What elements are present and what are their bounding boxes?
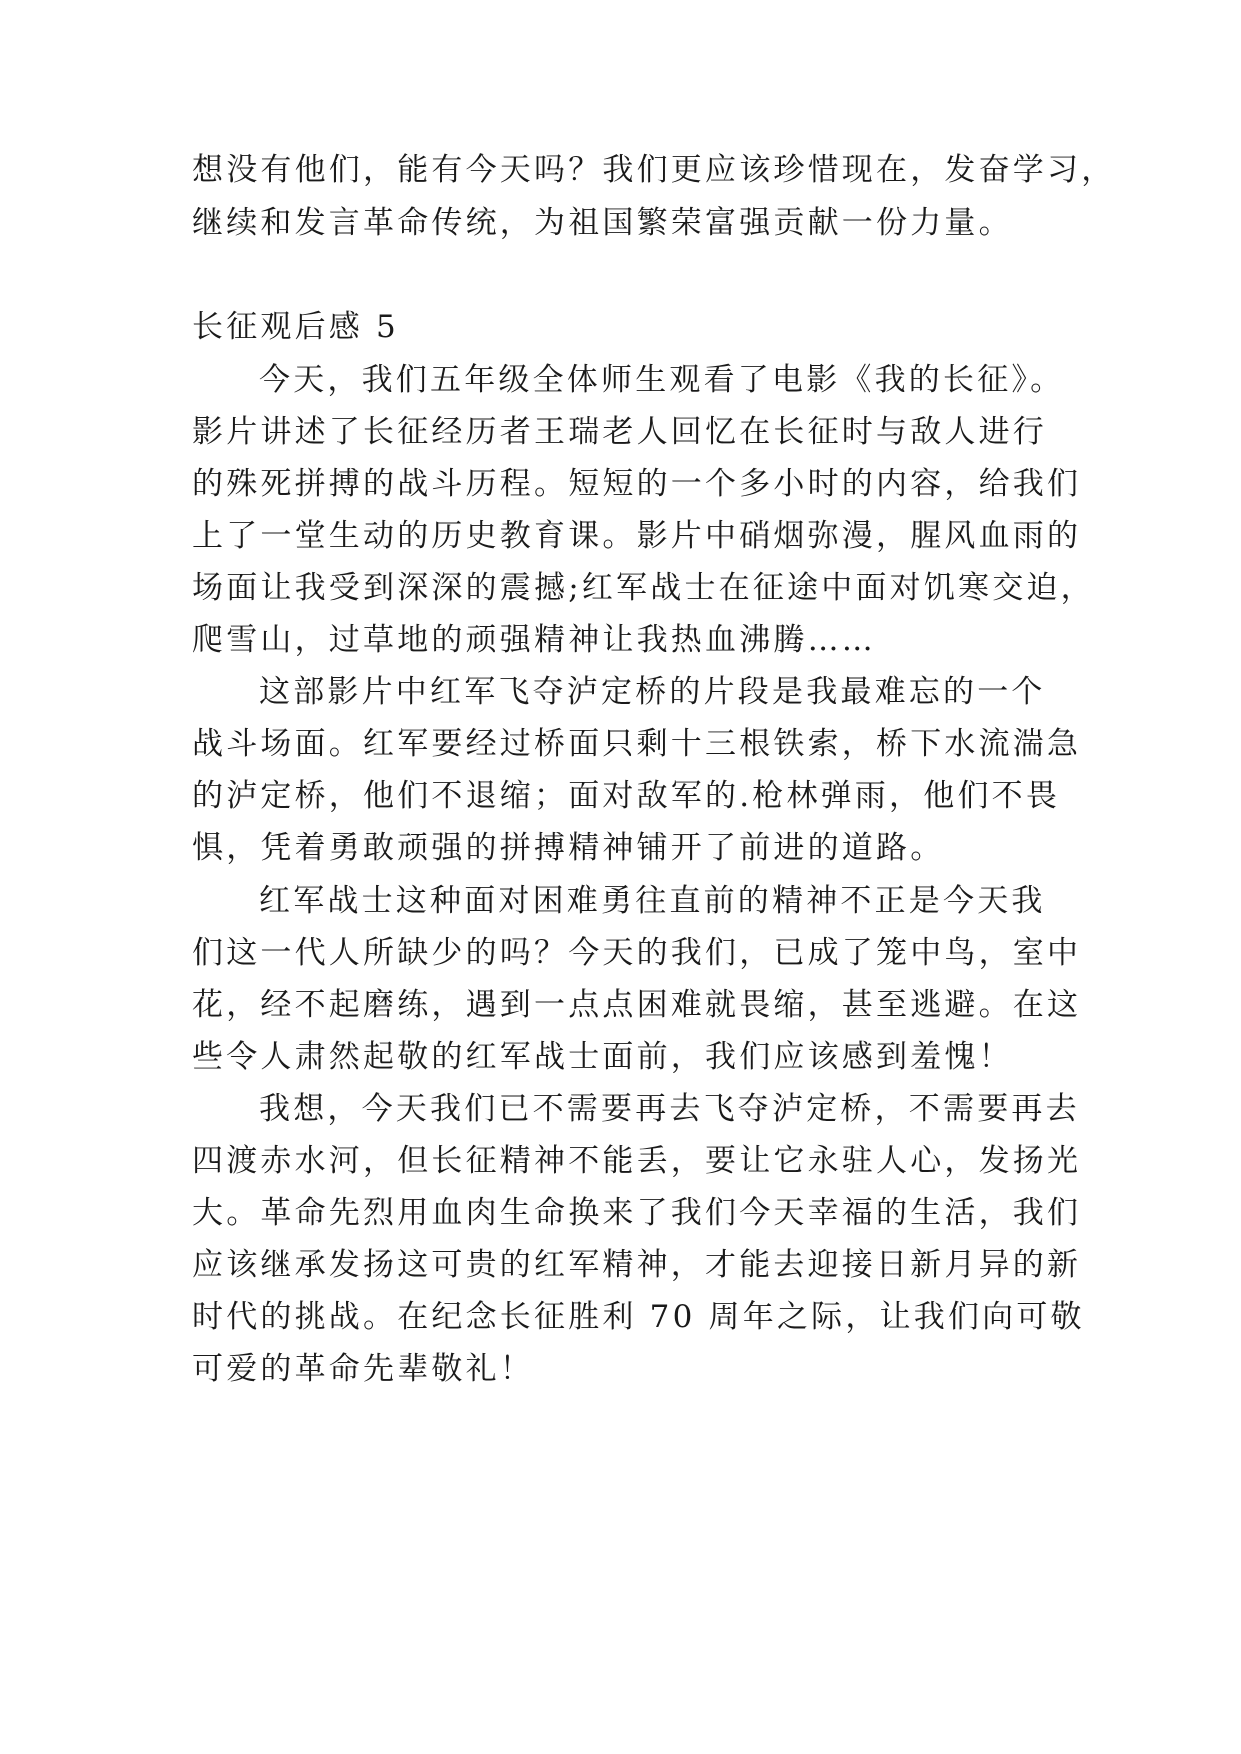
- paragraph-line: 上了一堂生动的历史教育课。影片中硝烟弥漫，腥风血雨的: [192, 518, 1082, 554]
- paragraph-line: 可爱的革命先辈敬礼！: [192, 1351, 534, 1387]
- paragraph-line: 战斗场面。红军要经过桥面只剩十三根铁索，桥下水流湍急: [192, 726, 1082, 762]
- paragraph-line: 场面让我受到深深的震撼;红军战士在征途中面对饥寒交迫，: [192, 570, 1095, 606]
- paragraph-line: 爬雪山，过草地的顽强精神让我热血沸腾……: [192, 622, 876, 658]
- paragraph-line: 花，经不起磨练，遇到一点点困难就畏缩，甚至逃避。在这: [192, 987, 1082, 1023]
- paragraph-line: 的殊死拼搏的战斗历程。短短的一个多小时的内容，给我们: [192, 466, 1082, 502]
- paragraph-line: 们这一代人所缺少的吗？今天的我们，已成了笼中鸟，室中: [192, 935, 1082, 971]
- paragraph-line: 时代的挑战。在纪念长征胜利 70 周年之际，让我们向可敬: [192, 1299, 1085, 1335]
- paragraph-line: 的泸定桥，他们不退缩；面对敌军的.枪林弹雨，他们不畏: [192, 778, 1061, 814]
- paragraph-line: 应该继承发扬这可贵的红军精神，才能去迎接日新月异的新: [192, 1247, 1082, 1283]
- paragraph-line: 这部影片中红军飞夺泸定桥的片段是我最难忘的一个: [259, 674, 1046, 710]
- paragraph-line: 今天，我们五年级全体师生观看了电影《我的长征》。: [259, 362, 1065, 398]
- paragraph-line: 影片讲述了长征经历者王瑞老人回忆在长征时与敌人进行: [192, 414, 1047, 450]
- section-heading: 长征观后感 5: [192, 309, 399, 345]
- paragraph-line: 些令人肃然起敬的红军战士面前，我们应该感到羞愧！: [192, 1039, 1013, 1075]
- intro-line: 想没有他们，能有今天吗？我们更应该珍惜现在，发奋学习，: [192, 152, 1116, 188]
- paragraph-line: 我想，今天我们已不需要再去飞夺泸定桥，不需要再去: [259, 1091, 1080, 1127]
- paragraph-line: 惧，凭着勇敢顽强的拼搏精神铺开了前进的道路。: [192, 830, 945, 866]
- paragraph-line: 大。革命先烈用血肉生命换来了我们今天幸福的生活，我们: [192, 1195, 1082, 1231]
- paragraph-line: 红军战士这种面对困难勇往直前的精神不正是今天我: [259, 883, 1046, 919]
- intro-line: 继续和发言革命传统，为祖国繁荣富强贡献一份力量。: [192, 205, 1013, 241]
- paragraph-line: 四渡赤水河，但长征精神不能丢，要让它永驻人心，发扬光: [192, 1143, 1082, 1179]
